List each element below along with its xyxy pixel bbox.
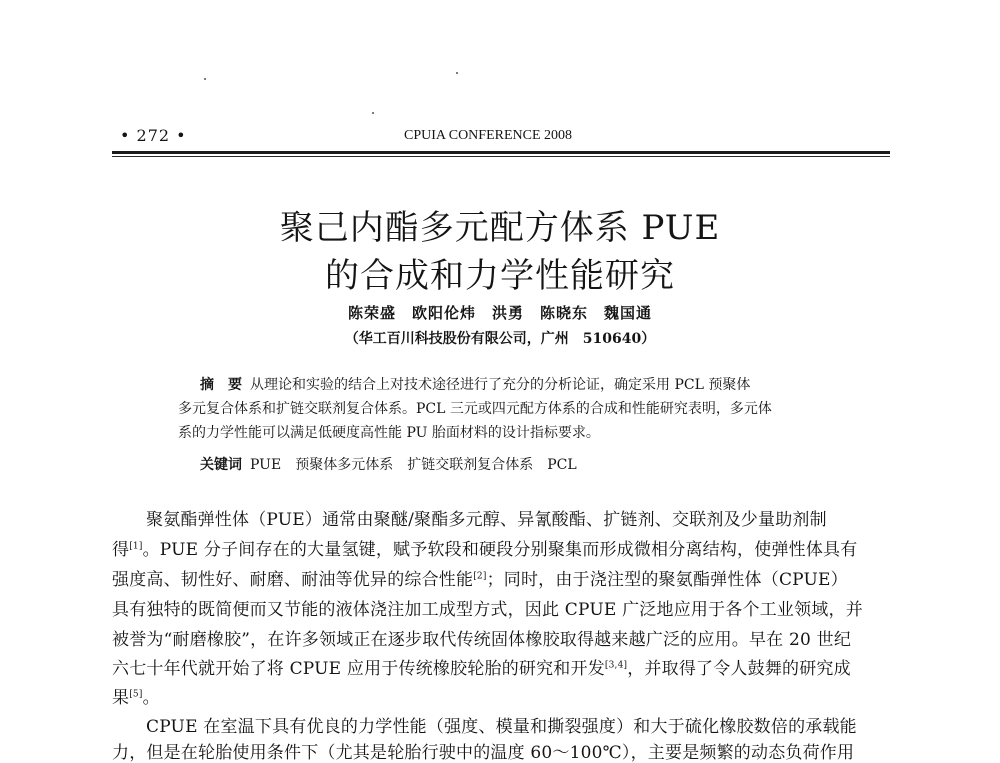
header-rule-thick <box>112 151 890 154</box>
body-text: 强度高、韧性好、耐磨、耐油等优异的综合性能 <box>112 570 474 590</box>
body-paragraph-2-line-2: 力，但是在轮胎使用条件下（尤其是轮胎行驶中的温度 60～100℃），主要是频繁的动态负荷作用 <box>112 743 855 763</box>
body-text: 得 <box>112 540 130 560</box>
body-text: 。 <box>142 688 160 708</box>
abstract-label: 摘 要 <box>200 377 242 393</box>
page-header <box>112 124 890 150</box>
body-text: 。PUE 分子间存在的大量氢键，赋予软段和硬段分别聚集而形成微相分离结构，使弹性体具有 <box>142 540 858 560</box>
scan-speck <box>204 78 206 80</box>
page-number: • 272 • <box>120 126 187 145</box>
keywords-text: PUE 预聚体多元体系 扩链交联剂复合体系 PCL <box>250 457 577 473</box>
abstract-text: 从理论和实验的结合上对技术途径进行了充分的分析论证，确定采用 PCL 预聚体 <box>250 377 751 393</box>
body-paragraph-1-line-7 <box>112 683 890 708</box>
affiliation: （华工百川科技股份有限公司，广州 510640） <box>344 331 656 347</box>
abstract-line-1 <box>200 374 860 396</box>
body-paragraph-1-line-4: 具有独特的既简便而又节能的液体浇注加工成型方式，因此 CPUE 广泛地应用于各个工业领域，并 <box>112 600 863 620</box>
body-paragraph-1-line-5: 被誉为“耐磨橡胶”，在许多领域正在逐步取代传统固体橡胶取得越来越广泛的应用。早在 20 世纪 <box>112 630 852 650</box>
keywords-line <box>200 454 577 474</box>
body-text: 六七十年代就开始了将 CPUE 应用于传统橡胶轮胎的研究和开发 <box>112 659 605 679</box>
keywords-label: 关键词 <box>200 457 242 473</box>
body-paragraph-1-line-1: 聚氨酯弹性体（PUE）通常由聚醚/聚酯多元醇、异氰酸酯、扩链剂、交联剂及少量助剂制 <box>146 510 827 530</box>
scan-speck <box>456 72 458 74</box>
citation-ref: [2] <box>473 571 487 582</box>
paper-title-line-2: 的合成和力学性能研究 <box>325 256 675 296</box>
paper-title-line-1: 聚己内酯多元配方体系 PUE <box>279 208 721 248</box>
conference-name: CPUIA CONFERENCE 2008 <box>404 128 573 143</box>
abstract-line-2: 多元复合体系和扩链交联剂复合体系。PCL 三元或四元配方体系的合成和性能研究表明，多元体 <box>178 401 772 417</box>
citation-ref: [5] <box>129 689 143 700</box>
body-text: ；同时，由于浇注型的聚氨酯弹性体（CPUE） <box>486 570 848 590</box>
body-paragraph-1-line-6 <box>112 654 890 679</box>
body-text: 果 <box>112 688 130 708</box>
body-paragraph-1-line-3 <box>112 565 890 590</box>
citation-ref: [1] <box>129 541 143 552</box>
citation-ref: [3,4] <box>604 660 628 671</box>
body-text: ，并取得了令人鼓舞的研究成 <box>627 659 851 679</box>
header-rule-thin <box>112 156 890 157</box>
abstract-line-3: 系的力学性能可以满足低硬度高性能 PU 胎面材料的设计指标要求。 <box>178 425 600 441</box>
scan-speck <box>372 112 374 114</box>
author-list: 陈荣盛 欧阳伦炜 洪勇 陈晓东 魏国通 <box>347 304 652 322</box>
body-paragraph-1-line-2 <box>112 535 890 560</box>
body-paragraph-2-line-1: CPUE 在室温下具有优良的力学性能（强度、模量和撕裂强度）和大于硫化橡胶数倍的承载能 <box>146 717 857 737</box>
